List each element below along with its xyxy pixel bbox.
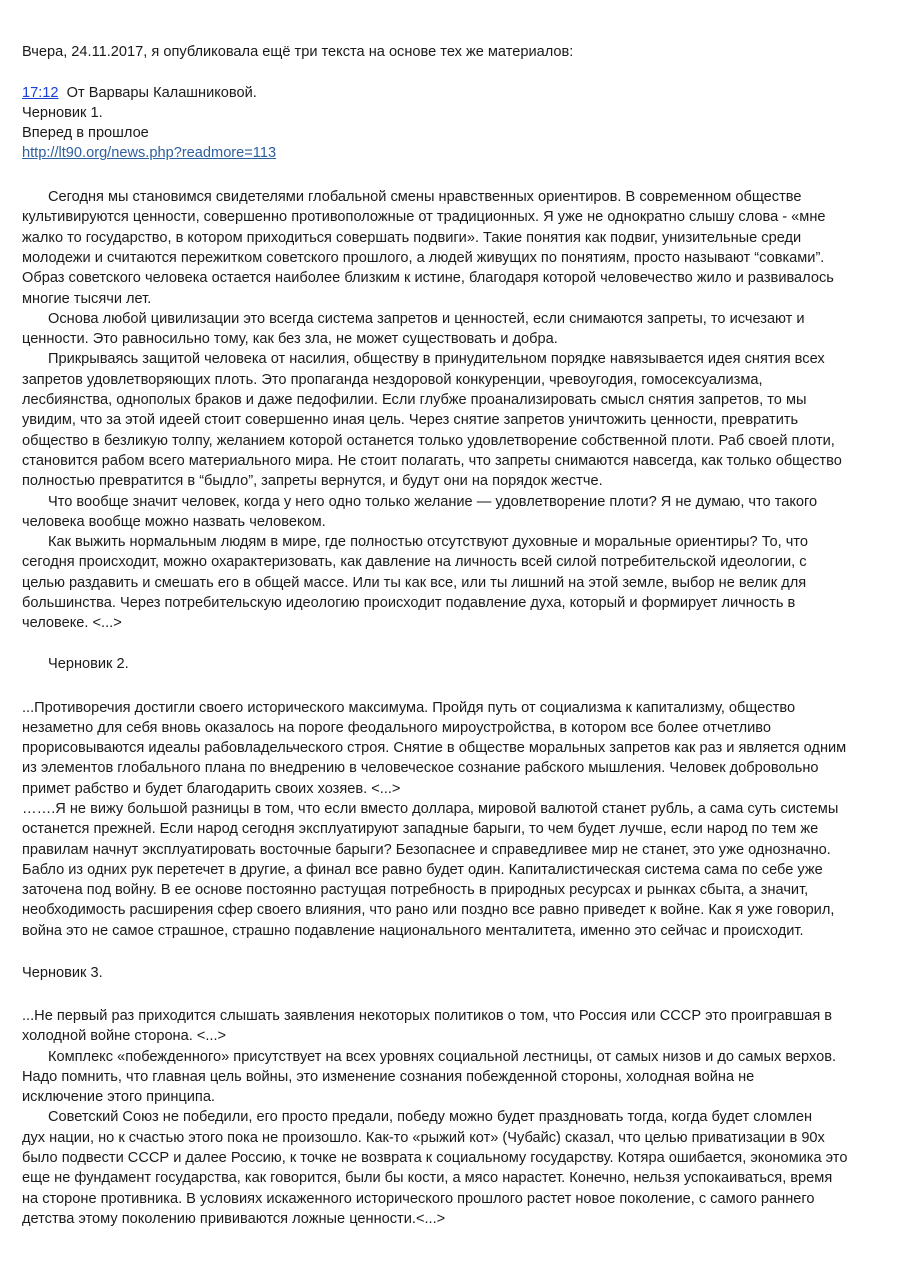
draft2-text-line: …….Я не вижу большой разницы в том, что если вместо доллара, мировой валютой станет рубль, а сама суть системы: [22, 800, 839, 817]
draft1-text-line: молодежи и считаются пережитком советского прошлого, а людей живущих по понятиям, просто называют “совками”.: [22, 249, 825, 266]
draft3-text-line: исключение этого принципа.: [22, 1089, 215, 1106]
post-url-line: [22, 143, 892, 163]
draft1-text-line: целью раздавить и смешать его в общей массе. Или ты как все, или ты лишний на этой земле, выбор не велик для: [22, 574, 807, 591]
draft3-text-line: Надо помнить, что главная цель войны, это изменение сознания побежденной стороны, холодная война не: [22, 1068, 755, 1085]
draft2-text-line: примет рабство и будет благодарить своих хозяев. <...>: [22, 780, 401, 797]
post-author: От Варвары Калашниковой.: [66, 84, 257, 101]
draft3-label: Черновик 3.: [22, 965, 103, 982]
draft1-text-line: многие тысячи лет.: [22, 290, 152, 307]
post-header: [22, 83, 892, 103]
draft1-text-line: человеке. <...>: [22, 615, 122, 632]
draft1-text-line: ценности. Это равносильно тому, как без зла, не может существовать и добра.: [22, 331, 558, 348]
draft2-text-line: заточена под войну. В ее основе постоянно растущая потребность в природных ресурсах и рынках сбыта, а значит,: [22, 882, 809, 899]
draft3-text-line: было подвести СССР и далее Россию, к точке не возврата к социальному государству. Котяра ошибается, экономика это: [22, 1150, 848, 1167]
post-url-link[interactable]: http://lt90.org/news.php?readmore=113: [22, 145, 277, 162]
draft3-text-line: Комплекс «побежденного» присутствует на всех уровнях социальной лестницы, от самых низов и до самых верхов.: [48, 1048, 837, 1065]
draft3-body: [22, 1006, 892, 1229]
spacer: [22, 62, 892, 82]
draft3-text-line: холодной войне сторона. <...>: [22, 1028, 227, 1045]
draft1-body: [22, 187, 892, 634]
draft1-text-line: культивируются ценности, совершенно противоположные от традиционных. Я уже не однократно слышу слова - «мне: [22, 209, 826, 226]
draft1-text-line: общество в безликую толпу, желанием которой останется только удовлетворение собственной плоти. Раб своей плоти,: [22, 432, 835, 449]
draft1-text-line: полностью превратится в “быдло”, запреты вернутся, и будут они на порядок жестче.: [22, 473, 603, 490]
draft1-text-line: Образ советского человека остается наиболее близким к истине, благодаря которой человечество жило и развивалось: [22, 270, 834, 287]
draft1-text-line: Сегодня мы становимся свидетелями глобальной смены нравственных ориентиров. В современном обществе: [48, 189, 802, 206]
intro-line: Вчера, 24.11.2017, я опубликовала ещё три текста на основе тех же материалов:: [22, 44, 574, 60]
draft2-text-line: прорисовываются идеалы рабовладельческого строя. Снятие в обществе моральных запретов как раз и является одним: [22, 740, 847, 757]
draft2-text-line: из элементов глобального плана по внедрению в человеческое сознание рабского мышления. Человек добровольно: [22, 760, 819, 777]
spacer: [22, 941, 892, 961]
draft3-text-line: ...Не первый раз приходится слышать заявления некоторых политиков о том, что Россия или СССР это проигравшая в: [22, 1007, 833, 1024]
draft3-text-line: дух нации, но к счастью этого пока не произошло. Как-то «рыжий кот» (Чубайс) сказал, что целью приватизации в 90х: [22, 1129, 825, 1146]
draft1-text-line: Основа любой цивилизации это всегда система запретов и ценностей, если снимаются запреты, то исчезают и: [48, 310, 805, 327]
draft1-label: Черновик 1.: [22, 104, 103, 121]
spacer: [22, 634, 892, 654]
draft2-text-line: ...Противоречия достигли своего исторического максимума. Пройдя путь от социализма к капитализму, общество: [22, 699, 796, 716]
draft2-text-line: правилам начнут эксплуатировать восточные барыги? Безопаснее и справедливее мир не станет, это уже однозначно.: [22, 841, 831, 858]
draft2-text-line: необходимость расширения сфер своего влияния, что рано или поздно все равно приведет к войне. Как я уже говорил,: [22, 902, 835, 919]
draft3-text-line: детства этому поколению прививаются ложные ценности.<...>: [22, 1210, 446, 1227]
spacer: [22, 674, 892, 694]
spacer: [22, 164, 892, 184]
draft2-body: [22, 698, 892, 942]
draft1-text-line: увидим, что за этой идеей стоит совершенно иная цель. Через снятие запретов уничтожить ценности, превратить: [22, 412, 799, 429]
draft1-text-line: Как выжить нормальным людям в мире, где полностью отсутствуют духовные и моральные ориентиры? То, что: [48, 534, 808, 551]
draft3-text-line: на стороне противника. В условиях искаженного исторического прошлого растет новое поколение, с самого раннего: [22, 1190, 815, 1207]
draft1-text-line: запретов удовлетворяющих плоть. Это пропаганда нездоровой конкуренции, чревоугодия, гомосексуализма,: [22, 371, 763, 388]
draft1-text-line: сегодня происходит, можно охарактеризовать, как давление на личность всей силой потребительской идеологии, с: [22, 554, 807, 571]
spacer: [22, 984, 892, 1004]
time-link[interactable]: 17:12: [22, 84, 59, 101]
post-title: Вперед в прошлое: [22, 125, 149, 142]
draft2-text-line: война это не самое страшное, страшно подавление национального менталитета, именно это сейчас и происходит.: [22, 922, 804, 939]
draft1-text-line: Прикрываясь защитой человека от насилия, обществу в принудительном порядке навязывается идея снятия всех: [48, 351, 825, 368]
draft1-text-line: жалко то государство, в котором приходиться совершать подвиги». Такие понятия как подвиг, унизительные среди: [22, 229, 802, 246]
draft1-text-line: Что вообще значит человек, когда у него одно только желание — удовлетворение плоти? Я не думаю, что такого: [48, 493, 818, 510]
draft1-text-line: большинства. Через потребительскую идеологию происходит подавление духа, который и формирует личность в: [22, 595, 796, 612]
draft2-text-line: останется прежней. Если народ сегодня эксплуатируют западные барыги, то чем будет лучше, если народ по тем же: [22, 821, 819, 838]
draft3-text-line: Советский Союз не победили, его просто предали, победу можно будет праздновать тогда, когда будет сломлен: [48, 1109, 813, 1126]
draft2-text-line: незаметно для себя вновь оказалось на пороге феодального мироустройства, в котором все более отчетливо: [22, 719, 771, 736]
draft3-text-line: еще не фундамент государства, как говорится, были бы кости, а мясо нарастет. Конечно, нельзя успокаиваться, время: [22, 1170, 833, 1187]
draft1-text-line: человека вообще можно назвать человеком.: [22, 513, 326, 530]
draft1-text-line: становится рабом всего материального мира. Не стоит полагать, что запреты снимаются навсегда, как только общество: [22, 452, 842, 469]
draft2-label: Черновик 2.: [48, 655, 129, 672]
draft1-text-line: лесбиянства, однополых браков и даже педофилии. Если глубже проанализировать смысл снятия запретов, то мы: [22, 392, 807, 409]
draft2-text-line: Бабло из одних рук перетечет в другие, а финал все равно будет один. Капиталистическая система сама по себе уже: [22, 861, 823, 878]
